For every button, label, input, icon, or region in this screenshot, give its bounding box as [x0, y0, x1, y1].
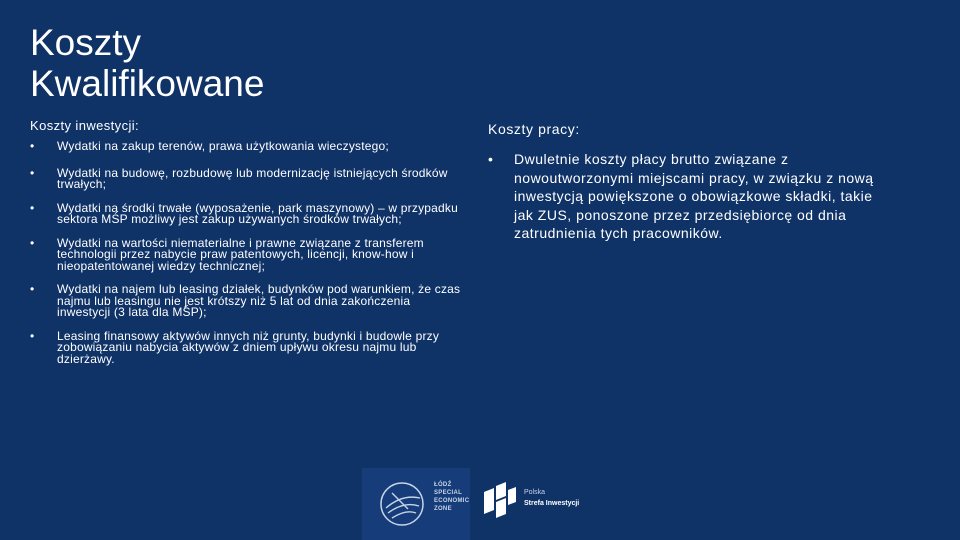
list-item	[30, 328, 465, 366]
lodz-logo-line: ZONE	[434, 506, 452, 512]
labor-costs-section	[488, 118, 888, 243]
list-item	[488, 150, 888, 243]
psi-logo-line: Strefa Inwestycji	[524, 500, 580, 507]
list-item-text: Leasing finansowy aktywów innych niż grunty, budynki i budowle przy zobowiązaniu nabycia aktywów z dniem upływu okresu najmu lub dzierżawy.	[57, 328, 440, 366]
bullet-icon: •	[488, 151, 494, 167]
list-item-text: Wydatki na najem lub leasing działek, budynków pod warunkiem, że czas najmu lub leasingu nie jest krótszy niż 5 lat od dnia zakończenia inwestycji (3 lata dla MŚP);	[57, 282, 461, 319]
list-item-text: Wydatki na wartości niematerialne i prawne związane z transferem technologii przez nabycie praw patentowych, licencji, know-how i nieopatentowanej wiedzy technicznej;	[57, 235, 424, 273]
slide-title	[30, 22, 430, 104]
lodz-logo-line: SPECIAL	[434, 490, 463, 496]
lodz-logo-line: ŁÓDŹ	[434, 482, 452, 488]
bullet-icon: •	[30, 200, 35, 215]
slide-title-line-1: Koszty	[30, 22, 142, 63]
investment-costs-heading: Koszty inwestycji:	[30, 118, 140, 133]
list-item-text: Dwuletnie koszty płacy brutto związane z nowoutworzonymi miejscami pracy, w związku z nową inwestycją powiększone o obowiązkowe składki, takie jak ZUS, ponoszone przez przedsiębiorcę od dnia zatrudnienia tych pracowników.	[514, 151, 874, 241]
psi-logo-line: Polska	[524, 489, 546, 496]
list-item-text: Wydatki na środki trwałe (wyposażenie, park maszynowy) – w przypadku sektora MŚP możliwy jest zakup używanych środków trwałych;	[57, 200, 458, 226]
lodz-logo-line: ECONOMIC	[434, 498, 470, 504]
list-item	[30, 200, 465, 226]
list-item-text: Wydatki na budowę, rozbudowę lub modernizację istniejących środków trwałych;	[57, 165, 448, 191]
list-item	[30, 235, 465, 273]
investment-costs-list	[30, 141, 465, 365]
list-item	[30, 165, 465, 191]
bullet-icon: •	[30, 235, 35, 250]
list-item-text: Wydatki na zakup terenów, prawa użytkowania wieczystego;	[57, 139, 389, 153]
lodz-logo-text	[434, 481, 469, 513]
lodz-special-economic-zone-logo	[362, 468, 470, 540]
list-item	[30, 284, 465, 319]
investment-costs-section	[30, 118, 465, 377]
bullet-icon: •	[30, 165, 35, 180]
polska-strefa-inwestycji-logo	[480, 480, 598, 520]
psi-logo-text	[524, 487, 579, 509]
labor-costs-heading: Koszty pracy:	[488, 121, 580, 137]
list-item	[30, 141, 465, 153]
bullet-icon: •	[30, 328, 35, 343]
bullet-icon: •	[30, 282, 35, 296]
footer-logos	[362, 468, 598, 540]
slide-title-line-2: Kwalifikowane	[30, 63, 265, 104]
psi-cubes-icon	[480, 480, 520, 520]
bullet-icon: •	[30, 139, 35, 153]
labor-costs-list	[488, 150, 888, 243]
